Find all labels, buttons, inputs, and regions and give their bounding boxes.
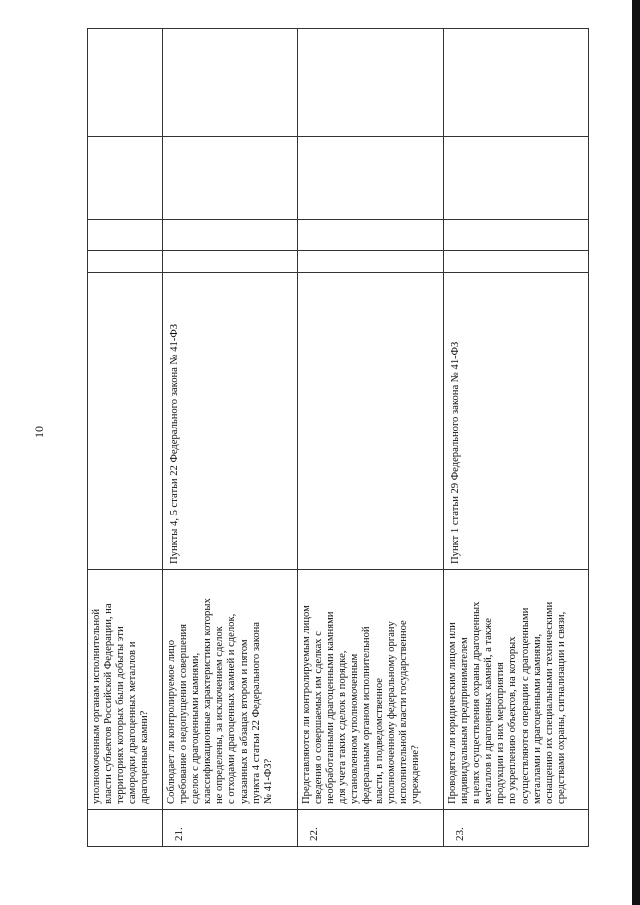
row-number: 23. [444,810,589,847]
answer-cell [88,251,163,273]
legal-basis-cell: Пункты 4, 5 статьи 22 Федерального закона № 41-ФЗ [163,273,298,570]
legal-basis-cell [88,273,163,570]
answer-cell [163,137,298,220]
answer-cell [298,251,444,273]
row-number: 22. [298,810,444,847]
answer-cell [444,251,589,273]
answer-cell [163,220,298,251]
note-cell [163,29,298,137]
answer-cell [88,220,163,251]
answer-cell [163,251,298,273]
question-cell: Представляются ли контролируемым лицом сведения о совершаемых им сделках с необработанными драгоценными камнями для учета таких сделок в порядке, установленном уполномоченным федеральным органом исполнительной власти, в подведомственное уполномоченному федеральному органу исполнительной власти государственное учреждение? [298,570,444,810]
answer-cell [298,220,444,251]
note-cell [298,29,444,137]
table-row [444,29,589,847]
question-cell: Соблюдает ли контролируемое лицо требование о недопущении совершения сделок с драгоценными камнями, классификационные характеристики которых не определены, за исключением сделок с отходами драгоценных камней и сделок, указанных в абзацах втором и пятом пункта 4 статьи 22 Федерального закона № 41-ФЗ? [163,570,298,810]
row-number: 21. [163,810,298,847]
note-cell [444,29,589,137]
page-number: 10 [32,426,46,438]
table-row [163,29,298,847]
note-cell [88,29,163,137]
table-row [88,29,163,847]
question-cell: уполномоченным органам исполнительной власти субъектов Российской Федерации, на территориях которых были добыты эти самородки драгоценных металлов и драгоценные камни? [88,570,163,810]
answer-cell [444,137,589,220]
legal-basis-cell: Пункт 1 статьи 29 Федерального закона № 41-ФЗ [444,273,589,570]
scan-edge [632,0,640,905]
question-cell: Проводятся ли юридическим лицом или индивидуальным предпринимателем в целях осуществления охраны драгоценных металлов и драгоценных камней, а также продукции из них мероприятия по укреплению объектов, на которых осуществляются операции с драгоценными металлами и драгоценными камнями, оснащению их специальными техническими средствами охраны, сигнализации и связи, [444,570,589,810]
checklist-table-rotated [87,29,588,847]
checklist-table [87,28,589,847]
row-number [88,810,163,847]
answer-cell [444,220,589,251]
answer-cell [88,137,163,220]
table-row [298,29,444,847]
answer-cell [298,137,444,220]
legal-basis-cell [298,273,444,570]
